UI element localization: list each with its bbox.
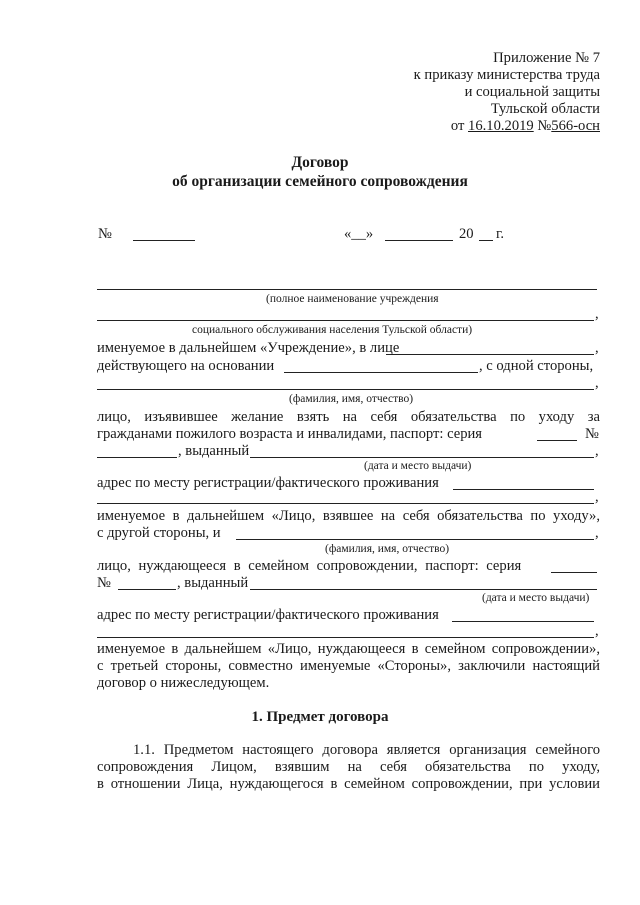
address-blank-2a: [452, 621, 594, 622]
institution-blank-2: [97, 320, 594, 321]
agreement-text: договор о нижеследующем.: [97, 675, 270, 691]
issue-caption-1: (дата и место выдачи): [364, 460, 472, 472]
fio-caption-2: (фамилия, имя, отчество): [325, 543, 450, 555]
institution-caption-2: социального обслуживания населения Тульской области): [192, 324, 473, 336]
comma-7: ,: [595, 623, 599, 639]
document-subtitle: об организации семейного сопровождения: [172, 173, 468, 190]
issued-text-1: , выданный: [178, 443, 250, 459]
order-date: 16.10.2019: [468, 118, 534, 134]
acting-basis-text: действующего на основании: [97, 358, 275, 374]
date-day: «__»: [344, 226, 374, 242]
contract-number-blank: [133, 240, 195, 241]
named-institution-text: именуемое в дальнейшем «Учреждение», в лице: [97, 340, 400, 356]
section-1-p3: в отношении Лица, нуждающегося в семейном сопровождении, при условии: [97, 776, 600, 792]
ministry-line: и социальной защиты: [464, 84, 600, 100]
third-side-text: с третьей стороны, совместно именуемые «Стороны», заключили настоящий: [97, 658, 600, 674]
named-needy-text: именуемое в дальнейшем «Лицо, нуждающееся в семейном сопровождении»,: [97, 641, 600, 657]
passport-no-label-1: №: [585, 426, 599, 442]
number-prefix: №: [537, 118, 552, 134]
date-prefix: от: [450, 118, 465, 134]
comma-3: ,: [595, 375, 599, 391]
passport-number-blank-2: [118, 589, 176, 590]
one-side-text: , с одной стороны,: [479, 358, 594, 374]
year-suffix: г.: [496, 226, 504, 242]
institution-caption: (полное наименование учреждения: [266, 293, 439, 305]
needy-text-1: лицо, нуждающееся в семейном сопровождении, паспорт: серия: [97, 558, 522, 574]
year-prefix: 20: [459, 226, 474, 242]
address-blank-2b: [97, 637, 594, 638]
basis-blank: [284, 372, 478, 373]
comma-2: ,: [595, 340, 599, 356]
comma-1: ,: [595, 306, 599, 322]
section-1-heading: 1. Предмет договора: [251, 709, 389, 725]
address-text-1: адрес по месту регистрации/фактического проживания: [97, 475, 439, 491]
caregiver-text-1: лицо, изъявившее желание взять на себя обязательства по уходу за: [97, 409, 600, 425]
address-blank-1b: [97, 503, 594, 504]
address-blank-1a: [453, 489, 594, 490]
other-side-text: с другой стороны, и: [97, 525, 221, 541]
order-date-line: [451, 118, 600, 135]
needy-name-blank: [236, 539, 594, 540]
caregiver-name-blank: [97, 389, 594, 390]
passport-series-blank-2: [551, 572, 597, 573]
comma-6: ,: [595, 525, 599, 541]
comma-5: ,: [595, 489, 599, 505]
passport-number-blank-1: [97, 457, 177, 458]
fio-caption-1: (фамилия, имя, отчество): [289, 393, 414, 405]
issued-text-2: , выданный: [177, 575, 249, 591]
section-1-p1: 1.1. Предметом настоящего договора является организация семейного: [133, 742, 600, 758]
passport-series-blank-1: [537, 440, 577, 441]
issued-blank-2: [250, 589, 597, 590]
institution-blank-1: [97, 289, 597, 290]
comma-4: ,: [595, 443, 599, 459]
address-text-2: адрес по месту регистрации/фактического проживания: [97, 607, 439, 623]
issued-blank-1: [250, 457, 594, 458]
named-caregiver-text: именуемое в дальнейшем «Лицо, взявшее на себя обязательства по уходу»,: [97, 508, 600, 524]
order-ref-line: к приказу министерства труда: [413, 67, 600, 83]
section-1-p2: сопровождения Лицом, взявшим на себя обязательства по уходу,: [97, 759, 600, 775]
year-blank: [479, 240, 493, 241]
document-title: Договор: [291, 154, 349, 171]
date-month-blank: [385, 240, 453, 241]
order-number: 566-осн: [551, 118, 600, 134]
passport-no-label-2: №: [97, 575, 111, 591]
region-line: Тульской области: [490, 101, 600, 117]
contract-number-label: №: [98, 226, 112, 242]
representative-blank: [386, 354, 594, 355]
appendix-number: Приложение № 7: [493, 50, 600, 66]
caregiver-text-2: гражданами пожилого возраста и инвалидами, паспорт: серия: [97, 426, 483, 442]
issue-caption-2: (дата и место выдачи): [482, 592, 590, 604]
